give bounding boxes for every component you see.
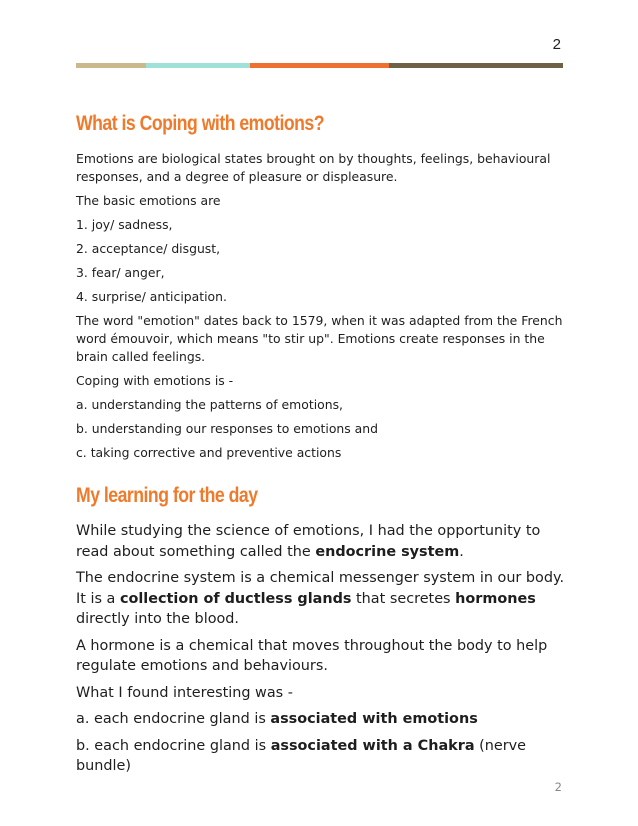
text-run: . — [459, 543, 464, 560]
bold-term: endocrine system — [315, 543, 460, 560]
section-heading-coping: What is Coping with emotions? — [76, 112, 325, 135]
footer-page-number: 2 — [554, 780, 562, 794]
bold-term: associated with a Chakra — [270, 737, 475, 754]
color-bar-segment-aqua — [146, 63, 250, 68]
paragraph-coping-label: Coping with emotions is - — [76, 373, 234, 388]
paragraph-endocrine-definition — [76, 568, 566, 630]
text-run: a. each endocrine gland is — [76, 711, 271, 727]
color-bar-segment-tan — [76, 63, 146, 68]
paragraph-origin: The word "emotion" dates back to 1579, when it was adapted from the French word émouvoir, which means "to stir up". Emotions create responses in the brain called feelings. — [76, 313, 563, 364]
list-item-finding — [76, 736, 566, 777]
color-bar-segment-orange — [250, 63, 389, 68]
list-item-emotion: 4. surprise/ anticipation. — [76, 289, 227, 304]
list-item-coping: a. understanding the patterns of emotions, — [76, 397, 343, 412]
color-bar-segment-brown — [389, 63, 563, 68]
list-item-finding — [76, 709, 566, 730]
text-run: b. each endocrine gland is — [76, 737, 271, 754]
list-item-coping: b. understanding our responses to emotions and — [76, 421, 378, 436]
list-item-emotion: 3. fear/ anger, — [76, 265, 165, 280]
bold-term: hormones — [455, 590, 536, 607]
document-content — [76, 112, 566, 783]
list-item-coping: c. taking corrective and preventive actions — [76, 445, 342, 460]
bold-term: associated with emotions — [270, 711, 478, 727]
paragraph-intro: Emotions are biological states brought on by thoughts, feelings, behavioural responses, and a degree of pleasure or displeasure. — [76, 151, 551, 184]
text-run: The endocrine system is a chemical messenger system in our body. It is a — [76, 570, 565, 607]
text-run: While studying the science of emotions, I had the opportunity to read about something called the — [76, 523, 541, 560]
paragraph-interesting-label: What I found interesting was - — [76, 684, 293, 701]
section-coping-with-emotions — [76, 112, 566, 462]
header-page-number: 2 — [552, 36, 561, 53]
text-run: that secretes — [351, 590, 456, 607]
bold-term: collection of ductless glands — [119, 590, 352, 607]
section-learning-for-the-day — [76, 484, 566, 777]
list-item-emotion: 2. acceptance/ disgust, — [76, 241, 221, 256]
list-item-emotion: 1. joy/ sadness, — [76, 217, 173, 232]
section-heading-learning: My learning for the day — [76, 484, 258, 507]
text-run: directly into the blood. — [76, 611, 240, 627]
text-run: (nerve bundle) — [76, 737, 526, 774]
decorative-color-bar — [76, 63, 563, 68]
paragraph-hormone: A hormone is a chemical that moves throughout the body to help regulate emotions and behaviours. — [76, 637, 548, 674]
paragraph-basic-label: The basic emotions are — [76, 193, 221, 208]
paragraph-endocrine-intro — [76, 521, 566, 562]
